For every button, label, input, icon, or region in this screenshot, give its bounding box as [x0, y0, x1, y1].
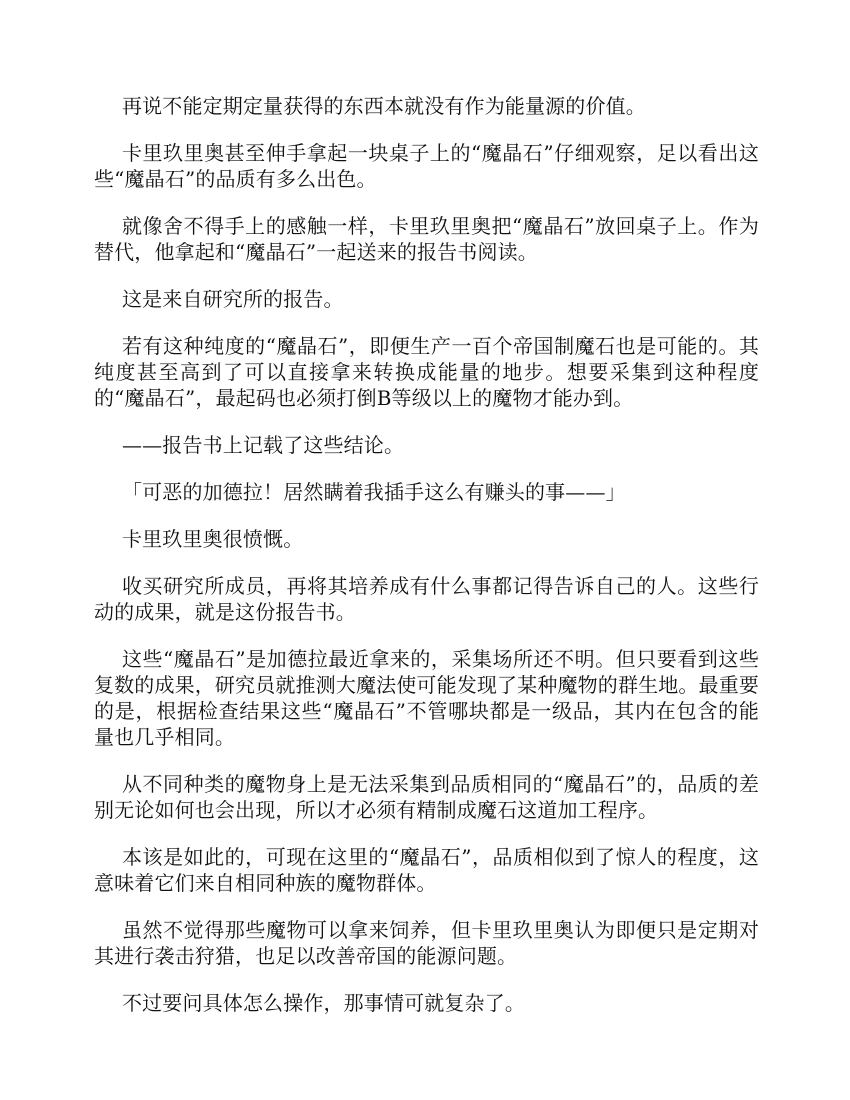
paragraph: 不过要问具体怎么操作，那事情可就复杂了。 [122, 991, 525, 1015]
paragraph: 若有这种纯度的“魔晶石”，即便生产一百个帝国制魔石也是可能的。其纯度甚至高到了可以直接拿来转换成能量的地步。想要采集到这种程度的“魔晶石”，最起码也必须打倒B等级以上的魔物才能办到。 [94, 334, 759, 410]
paragraph: 这些“魔晶石”是加德拉最近拿来的，采集场所还不明。但只要看到这些复数的成果，研究员就推测大魔法使可能发现了某种魔物的群生地。最重要的是，根据检查结果这些“魔晶石”不管哪块都是一级品，其内在包含的能量也几乎相同。 [94, 647, 759, 749]
paragraph: 卡里玖里奥甚至伸手拿起一块桌子上的“魔晶石”仔细观察，足以看出这些“魔晶石”的品质有多么出色。 [94, 141, 759, 191]
document-page [94, 93, 759, 1037]
dialogue-line: 「可恶的加德拉！居然瞒着我插手这么有赚头的事——」 [122, 480, 626, 504]
paragraph: 就像舍不得手上的感触一样，卡里玖里奥把“魔晶石”放回桌子上。作为替代，他拿起和“魔晶石”一起送来的报告书阅读。 [94, 214, 759, 264]
paragraph: 本该是如此的，可现在这里的“魔晶石”，品质相似到了惊人的程度，这意味着它们来自相同种族的魔物群体。 [94, 845, 759, 895]
paragraph: 从不同种类的魔物身上是无法采集到品质相同的“魔晶石”的，品质的差别无论如何也会出现，所以才必须有精制成魔石这道加工程序。 [94, 772, 759, 822]
paragraph: ——报告书上记载了这些结论。 [122, 433, 405, 457]
paragraph: 收买研究所成员，再将其培养成有什么事都记得告诉自己的人。这些行动的成果，就是这份报告书。 [94, 574, 759, 624]
paragraph: 再说不能定期定量获得的东西本就没有作为能量源的价值。 [122, 94, 646, 118]
paragraph: 虽然不觉得那些魔物可以拿来饲养，但卡里玖里奥认为即便只是定期对其进行袭击狩猎，也足以改善帝国的能源问题。 [94, 918, 759, 968]
paragraph: 这是来自研究所的报告。 [122, 287, 344, 311]
paragraph: 卡里玖里奥很愤慨。 [122, 527, 304, 551]
